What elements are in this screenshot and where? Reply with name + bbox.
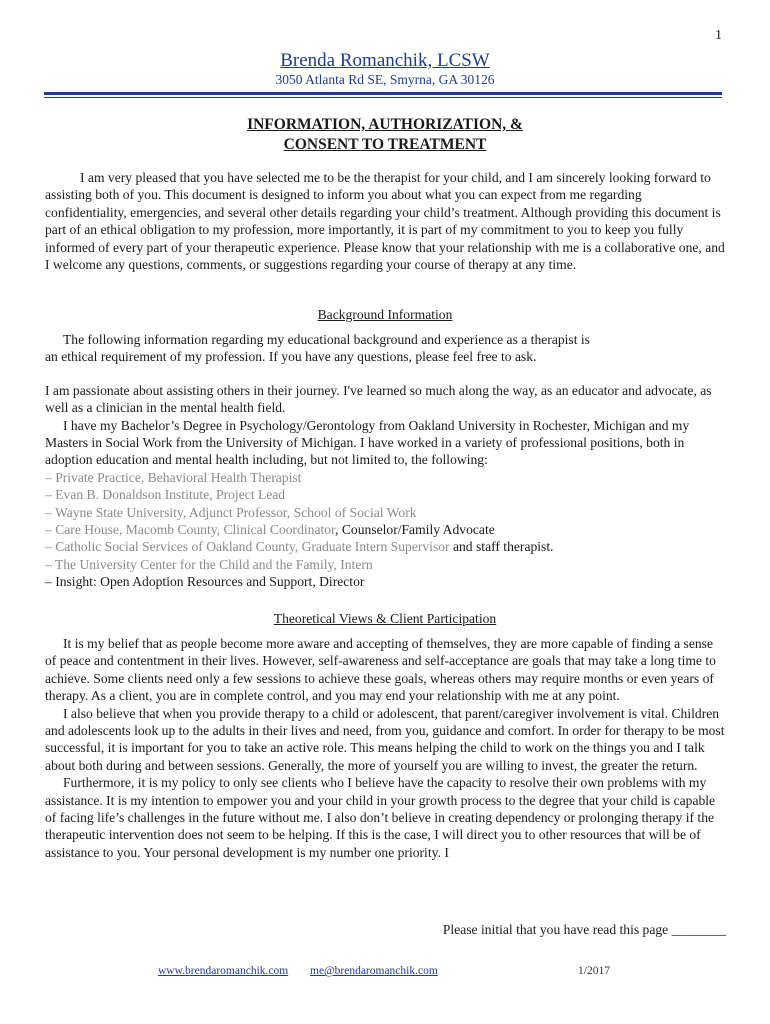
background-para-3: I have my Bachelor’s Degree in Psychology/Gerontology from Oakland University in Rochester, Michigan and my Masters in Social Work from the University of Michigan. I have worked in a variety of professional positions, both in adoption education and mental health including, but not limited to, the following: bbox=[45, 417, 690, 468]
position-item: – Insight: Open Adoption Resources and Support, Director bbox=[45, 574, 365, 590]
position-item: – The University Center for the Child and the Family, Intern bbox=[45, 556, 373, 572]
footer-email-link[interactable]: me@brendaromanchik.com bbox=[310, 965, 438, 977]
positions-list bbox=[45, 469, 725, 591]
position-item: – Care House, Macomb County, Clinical Coordinator, Counselor/Family Advocate bbox=[45, 522, 495, 538]
header-rule-thick bbox=[44, 92, 722, 95]
background-para-1-line-2: an ethical requirement of my profession. If you have any questions, please feel free to ask. bbox=[45, 349, 537, 365]
document-title-line-1: INFORMATION, AUTHORIZATION, & bbox=[247, 116, 523, 133]
letterhead-address: 3050 Atlanta Rd SE, Smyrna, GA 30126 bbox=[275, 72, 495, 87]
letterhead-name: Brenda Romanchik, LCSW bbox=[280, 50, 490, 71]
header-rule-thin bbox=[44, 97, 722, 98]
intro-paragraph bbox=[45, 169, 725, 273]
position-item: – Catholic Social Services of Oakland County, Graduate Intern Supervisor and staff therapist. bbox=[45, 539, 554, 555]
footer-date: 1/2017 bbox=[578, 965, 610, 977]
document-title-line-2: CONSENT TO TREATMENT bbox=[283, 136, 487, 153]
position-item: – Private Practice, Behavioral Health Therapist bbox=[45, 469, 302, 485]
footer-website-link[interactable]: www.brendaromanchik.com bbox=[158, 965, 289, 977]
theory-para-2: I also believe that when you provide therapy to a child or adolescent, that parent/caregiver involvement is vital. Children and adolescents look up to the adults in their lives and need, from you, guidance and comfort. In order for therapy to be most successful, it is important for you to take an active role. This means helping the child to work on the things you and I talk about both during and between sessions. Generally, the more of yourself you are willing to invest, the greater the return. bbox=[45, 705, 725, 773]
background-section bbox=[45, 331, 725, 591]
theory-para-1: It is my belief that as people become more aware and accepting of themselves, they are more capable of finding a sense of peace and contentment in their lives. However, self-awareness and self-acceptance are goals that may take a long time to achieve. Some clients need only a few sessions to achieve these goals, whereas others may require months or even years of therapy. As a client, you are in complete control, and you may end your relationship with me at any point. bbox=[45, 636, 716, 704]
initial-prompt[interactable]: Please initial that you have read this page ________ bbox=[442, 922, 726, 937]
intro-text: I am very pleased that you have selected me to be the therapist for your child, and I am sincerely looking forward to assisting both of you. This document is designed to inform you about what you can expect from me regarding confidentiality, emergencies, and several other details regarding your child’s treatment. Although providing this document is part of an ethical obligation to my profession, more importantly, it is part of my commitment to you to keep you fully informed of every part of your therapeutic experience. Please know that your relationship with me is a collaborative one, and I welcome any questions, comments, or suggestions regarding your course of therapy at any time. bbox=[45, 170, 725, 273]
position-item: – Wayne State University, Adjunct Professor, School of Social Work bbox=[45, 504, 417, 520]
theory-para-3: Furthermore, it is my policy to only see clients who I believe have the capacity to resolve their own problems with my assistance. It is my intention to empower you and your child in your growth process to the degree that your child is capable of facing life’s challenges in the future without me. I also don’t believe in creating dependency or prolonging therapy if the therapeutic intervention does not seem to be helping. If this is the case, I will direct you to other resources that will be of assistance to you. Your personal development is my number one priority. I bbox=[45, 775, 716, 860]
page-number: 1 bbox=[715, 28, 722, 43]
background-heading: Background Information bbox=[317, 307, 453, 322]
position-item: – Evan B. Donaldson Institute, Project Lead bbox=[45, 487, 286, 503]
background-para-2: I am passionate about assisting others in their journey. I've learned so much along the way, as an educator and advocate, as well as a clinician in the mental health field. bbox=[45, 382, 712, 416]
theory-heading: Theoretical Views & Client Participation bbox=[273, 611, 497, 626]
theory-section bbox=[45, 635, 725, 861]
background-para-1-line-1: The following information regarding my educational background and experience as a therapist is bbox=[63, 332, 590, 347]
